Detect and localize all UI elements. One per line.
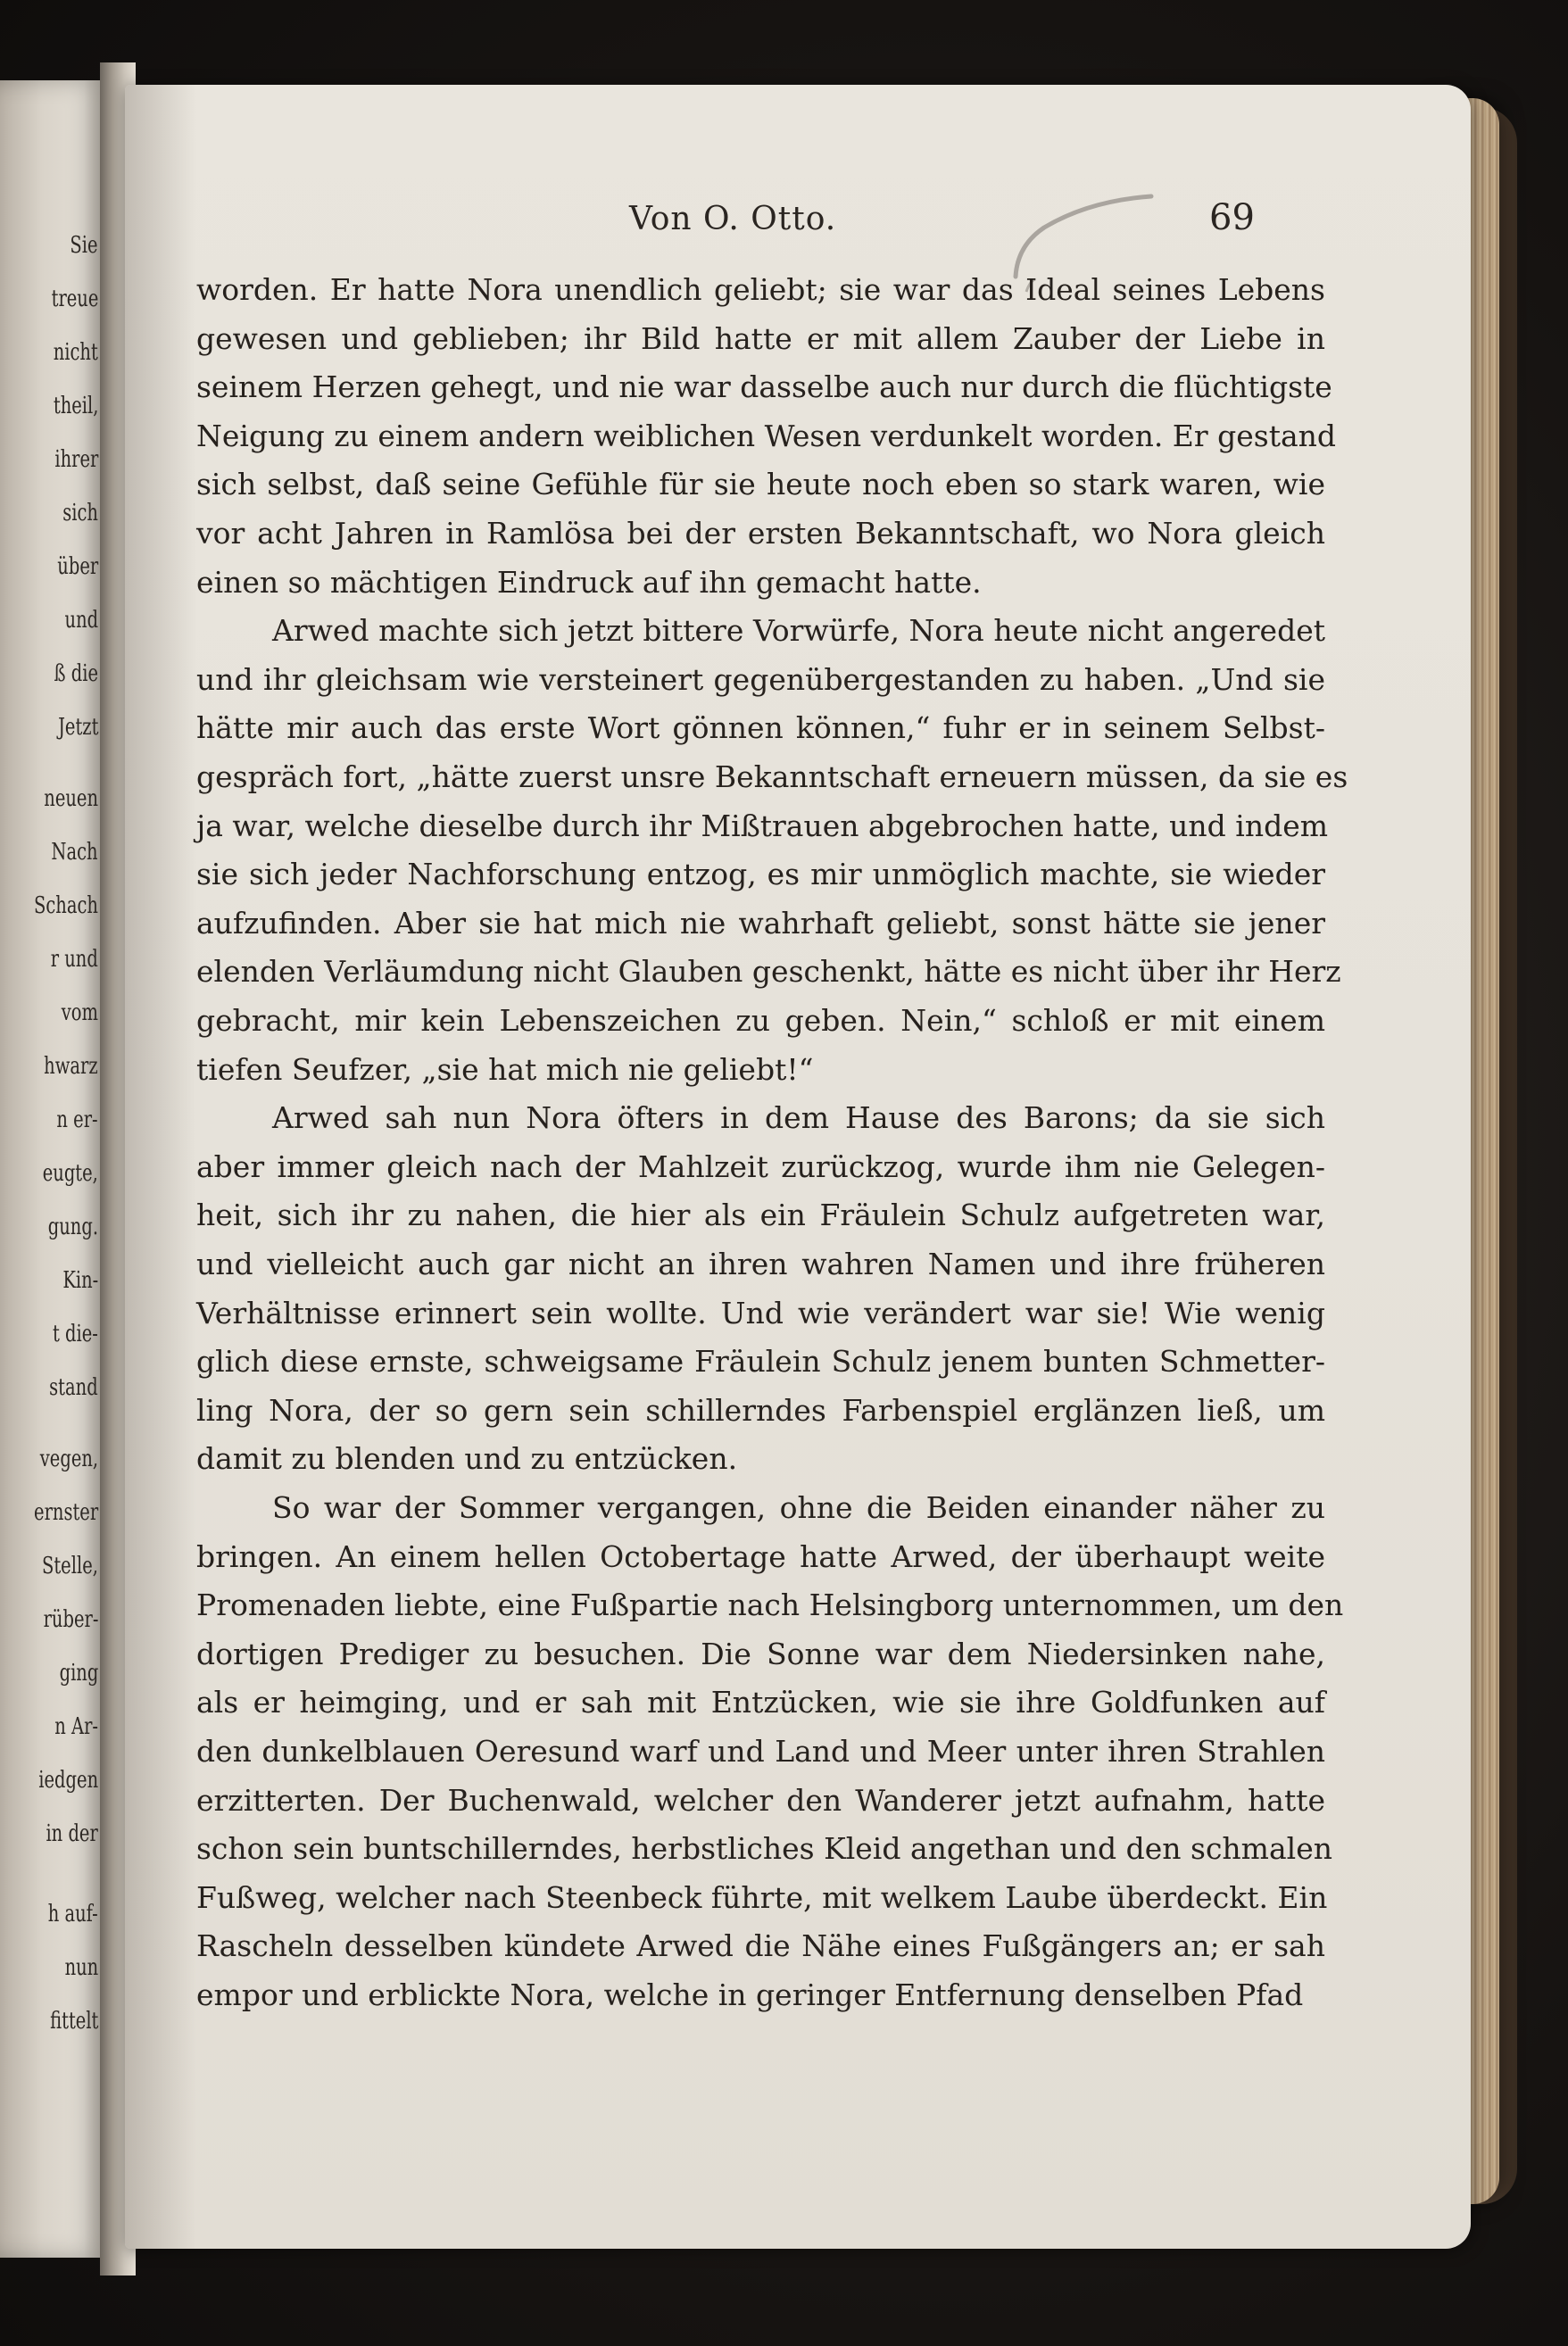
- left-page-fragment: n Ar-: [54, 1713, 98, 1740]
- left-page-fragment: t die-: [53, 1321, 98, 1347]
- page-number: 69: [1209, 197, 1255, 238]
- text-line: sich selbst, daß seine Gefühle für sie heute noch eben so stark waren, wie: [196, 467, 1325, 502]
- text-line: heit, sich ihr zu nahen, die hier als ein Fräulein Schulz aufgetreten war,: [196, 1198, 1325, 1232]
- text-line: Arwed sah nun Nora öfters in dem Hause des Barons; da sie sich: [272, 1100, 1325, 1135]
- text-line: bringen. An einem hellen Octobertage hatte Arwed, der überhaupt weite: [196, 1539, 1325, 1574]
- text-line: einen so mächtigen Eindruck auf ihn gemacht hatte.: [196, 565, 982, 600]
- text-line: Arwed machte sich jetzt bittere Vorwürfe, Nora heute nicht angeredet: [272, 613, 1325, 648]
- left-page-fragment: nun: [64, 1954, 98, 1981]
- left-page-fragment: sich: [62, 500, 98, 526]
- left-page-fragment: theil,: [53, 393, 98, 419]
- text-line: Rascheln desselben kündete Arwed die Nähe eines Fußgängers an; er sah: [196, 1928, 1325, 1963]
- text-line: und ihr gleichsam wie versteinert gegenübergestanden zu haben. „Und sie: [196, 662, 1325, 697]
- text-line: gespräch fort, „hätte zuerst unsre Bekanntschaft erneuern müssen, da sie es: [196, 759, 1348, 794]
- running-head: Von O. Otto.: [629, 201, 837, 237]
- text-line: erzitterten. Der Buchenwald, welcher den Wanderer jetzt aufnahm, hatte: [196, 1783, 1325, 1818]
- text-line: tiefen Seufzer, „sie hat mich nie geliebt!“: [196, 1052, 814, 1087]
- left-page-fragment: Schach: [34, 892, 98, 919]
- left-page-fragment: stand: [49, 1374, 98, 1401]
- left-facing-page: [0, 80, 105, 2258]
- text-line: gebracht, mir kein Lebenszeichen zu geben. Nein,“ schloß er mit einem: [196, 1003, 1325, 1038]
- left-page-fragment: Stelle,: [42, 1553, 98, 1579]
- page-header: [125, 197, 1471, 254]
- text-line: schon sein buntschillerndes, herbstliches Kleid angethan und den schmalen: [196, 1831, 1332, 1866]
- left-page-fragment: ihrer: [54, 446, 98, 473]
- text-line: worden. Er hatte Nora unendlich geliebt; sie war das Ideal seines Lebens: [196, 272, 1325, 307]
- text-line: als er heimging, und er sah mit Entzücken, wie sie ihre Goldfunken auf: [196, 1685, 1325, 1720]
- text-line: ling Nora, der so gern sein schillerndes Farbenspiel erglänzen ließ, um: [196, 1393, 1325, 1428]
- text-line: gewesen und geblieben; ihr Bild hatte er mit allem Zauber der Liebe in: [196, 321, 1325, 356]
- left-page-fragment: h auf-: [47, 1901, 98, 1927]
- left-page-fragment: und: [64, 607, 98, 634]
- left-page-fragment: vegen,: [39, 1446, 98, 1472]
- text-line: So war der Sommer vergangen, ohne die Beiden einander näher zu: [272, 1490, 1325, 1525]
- left-page-fragment: treue: [51, 286, 98, 312]
- left-page-fragment: eugte,: [42, 1160, 98, 1187]
- text-line: Verhältnisse erinnert sein wollte. Und wie verändert war sie! Wie wenig: [196, 1296, 1325, 1331]
- left-page-fragment: neuen: [44, 785, 98, 812]
- text-line: sie sich jeder Nachforschung entzog, es mir unmöglich machte, sie wieder: [196, 857, 1325, 891]
- text-line: dortigen Prediger zu besuchen. Die Sonne war dem Niedersinken nahe,: [196, 1637, 1325, 1671]
- text-line: elenden Verläumdung nicht Glauben geschenkt, hätte es nicht über ihr Herz: [196, 954, 1341, 989]
- text-line: aber immer gleich nach der Mahlzeit zurückzog, wurde ihm nie Gelegen-: [196, 1149, 1325, 1184]
- left-page-fragment: fittelt: [49, 2008, 98, 2035]
- text-line: und vielleicht auch gar nicht an ihren wahren Namen und ihre früheren: [196, 1247, 1325, 1281]
- text-line: seinem Herzen gehegt, und nie war dasselbe auch nur durch die flüchtigste: [196, 369, 1332, 404]
- left-page-fragment: nicht: [53, 339, 98, 366]
- text-line: vor acht Jahren in Ramlösa bei der ersten Bekanntschaft, wo Nora gleich: [196, 516, 1325, 551]
- left-page-fragment: n er-: [56, 1107, 98, 1133]
- left-page-fragment: Kin-: [62, 1267, 98, 1294]
- text-line: Neigung zu einem andern weiblichen Wesen verdunkelt worden. Er gestand: [196, 419, 1337, 453]
- left-page-fragment: in der: [46, 1820, 98, 1847]
- book-page: [125, 85, 1471, 2249]
- left-page-fragment: ß die: [54, 660, 98, 687]
- left-page-fragment: hwarz: [44, 1053, 98, 1080]
- text-line: glich diese ernste, schweigsame Fräulein Schulz jenem bunten Schmetter-: [196, 1344, 1325, 1379]
- left-page-fragment: Jetzt: [57, 714, 98, 741]
- left-page-fragment: ernster: [33, 1499, 98, 1526]
- left-page-fragment: gung.: [47, 1214, 98, 1240]
- text-line: hätte mir auch das erste Wort gönnen können,“ fuhr er in seinem Selbst-: [196, 710, 1325, 745]
- left-page-fragment: Sie: [70, 232, 98, 259]
- text-line: Promenaden liebte, eine Fußpartie nach Helsingborg unternommen, um den: [196, 1587, 1344, 1622]
- text-line: ja war, welche dieselbe durch ihr Mißtrauen abgebrochen hatte, und indem: [196, 808, 1329, 843]
- text-line: Fußweg, welcher nach Steenbeck führte, mit welkem Laube überdeckt. Ein: [196, 1880, 1328, 1915]
- left-page-fragment: iedgen: [38, 1767, 98, 1794]
- text-line: den dunkelblauen Oeresund warf und Land und Meer unter ihren Strahlen: [196, 1734, 1325, 1769]
- text-line: damit zu blenden und zu entzücken.: [196, 1441, 738, 1476]
- text-line: empor und erblickte Nora, welche in geringer Entfernung denselben Pfad: [196, 1977, 1304, 2012]
- text-line: aufzufinden. Aber sie hat mich nie wahrhaft geliebt, sonst hätte sie jener: [196, 906, 1325, 941]
- left-page-fragment: über: [57, 553, 98, 580]
- left-page-fragment: r und: [50, 946, 98, 973]
- left-page-fragment: vom: [61, 999, 98, 1026]
- left-page-fragment: ging: [59, 1660, 98, 1687]
- left-page-fragment: Nach: [51, 839, 98, 866]
- left-page-fragment: rüber-: [43, 1606, 98, 1633]
